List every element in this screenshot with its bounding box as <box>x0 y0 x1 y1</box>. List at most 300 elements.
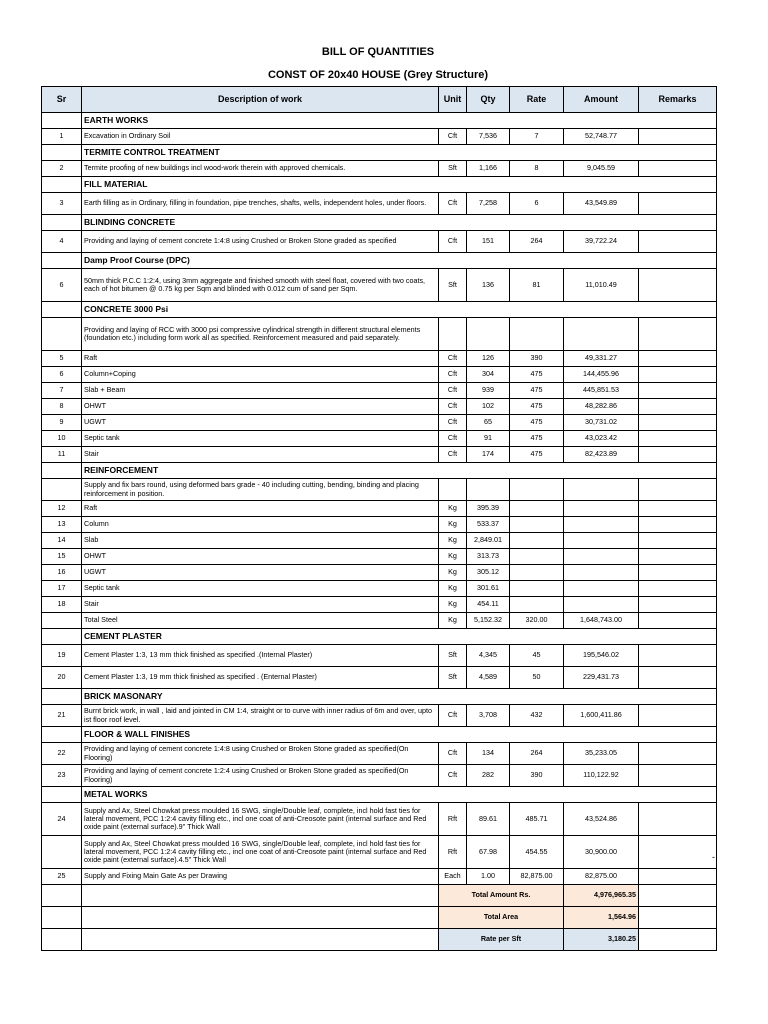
description-note-row <box>42 479 717 501</box>
item-description: Total Steel <box>82 613 439 629</box>
total-amount-label: Total Amount Rs. <box>439 885 564 907</box>
total-area-blank-sr <box>42 907 82 929</box>
remarks-dash-mark: - <box>712 852 715 862</box>
item-unit: Kg <box>439 613 467 629</box>
item-sr: 6 <box>42 269 82 302</box>
item-unit: Rft <box>439 836 467 869</box>
item-sr: 20 <box>42 667 82 689</box>
item-rate <box>510 565 564 581</box>
item-description: Providing and laying of RCC with 3000 psi compressive cylindrical strength in different structural elements (foundation etc.) including form work all as specified. Reinforcement measured and paid separately. <box>82 318 439 351</box>
item-sr: 5 <box>42 351 82 367</box>
item-rate: 320.00 <box>510 613 564 629</box>
item-description: 50mm thick P.C.C 1:2:4, using 3mm aggregate and finished smooth with steel float, covered with two coats, each of hot bitumen @ 0.75 kg per Sqm and blinded with 0.012 cum of sand per Sqm. <box>82 269 439 302</box>
item-description: Cement Plaster 1:3, 19 mm thick finished as specified . (Enternal Plaster) <box>82 667 439 689</box>
item-unit: Cft <box>439 351 467 367</box>
item-remarks <box>639 581 717 597</box>
item-rate <box>510 501 564 517</box>
item-unit: Cft <box>439 447 467 463</box>
item-qty: 102 <box>467 399 510 415</box>
item-amount: 48,282.86 <box>564 399 639 415</box>
item-unit: Cft <box>439 743 467 765</box>
item-row <box>42 351 717 367</box>
total-area-row <box>42 907 717 929</box>
item-qty: 304 <box>467 367 510 383</box>
item-description: Supply and Ax, Steel Chowkat press moulded 16 SWG, single/Double leaf, complete, incl hold fast ties for lateral movement, PCC 1:2:4 cavity filling etc., incl one coat of anti-Creosote paint (internal surface and Red oxide paint (external surface).4.5" Thick Wall <box>82 836 439 869</box>
item-description: Column+Coping <box>82 367 439 383</box>
section-sr-cell <box>42 787 82 803</box>
item-amount <box>564 549 639 565</box>
item-row <box>42 765 717 787</box>
item-qty <box>467 479 510 501</box>
item-remarks <box>639 533 717 549</box>
item-unit <box>439 318 467 351</box>
item-row <box>42 129 717 145</box>
item-unit: Kg <box>439 533 467 549</box>
rate-blank-desc <box>82 929 439 951</box>
item-rate: 485.71 <box>510 803 564 836</box>
item-rate: 264 <box>510 743 564 765</box>
item-amount: 82,875.00 <box>564 869 639 885</box>
item-unit: Kg <box>439 517 467 533</box>
header-amount: Amount <box>564 87 639 113</box>
item-rate: 475 <box>510 415 564 431</box>
item-remarks <box>639 399 717 415</box>
item-description: UGWT <box>82 415 439 431</box>
item-rate: 454.55 <box>510 836 564 869</box>
item-qty: 3,708 <box>467 705 510 727</box>
item-description: Earth filling as in Ordinary, filling in foundation, pipe trenches, shafts, wells, independent holes, under floors. <box>82 193 439 215</box>
item-qty: 91 <box>467 431 510 447</box>
item-row <box>42 549 717 565</box>
item-amount <box>564 565 639 581</box>
section-title: Damp Proof Course (DPC) <box>82 253 717 269</box>
item-description: Providing and laying of cement concrete 1:4:8 using Crushed or Broken Stone graded as specified(On Flooring) <box>82 743 439 765</box>
item-row <box>42 743 717 765</box>
item-sr: 14 <box>42 533 82 549</box>
item-rate: 390 <box>510 351 564 367</box>
total-area-blank-desc <box>82 907 439 929</box>
item-sr: 23 <box>42 765 82 787</box>
item-qty: 126 <box>467 351 510 367</box>
item-rate: 6 <box>510 193 564 215</box>
item-amount <box>564 517 639 533</box>
item-rate <box>510 533 564 549</box>
item-rate: 81 <box>510 269 564 302</box>
item-unit: Cft <box>439 765 467 787</box>
description-note-row <box>42 318 717 351</box>
item-amount <box>564 318 639 351</box>
item-qty <box>467 318 510 351</box>
item-sr <box>42 479 82 501</box>
header-unit: Unit <box>439 87 467 113</box>
item-sr: 15 <box>42 549 82 565</box>
item-remarks <box>639 597 717 613</box>
item-sr <box>42 613 82 629</box>
item-description: Slab <box>82 533 439 549</box>
rate-per-sft-value: 3,180.25 <box>564 929 639 951</box>
item-row <box>42 597 717 613</box>
section-sr-cell <box>42 302 82 318</box>
section-header-row <box>42 253 717 269</box>
item-sr: 7 <box>42 383 82 399</box>
item-amount: 43,524.86 <box>564 803 639 836</box>
item-remarks <box>639 161 717 177</box>
item-amount: 49,331.27 <box>564 351 639 367</box>
section-sr-cell <box>42 253 82 269</box>
item-rate: 432 <box>510 705 564 727</box>
item-qty: 1.00 <box>467 869 510 885</box>
section-sr-cell <box>42 215 82 231</box>
item-unit: Sft <box>439 645 467 667</box>
item-remarks <box>639 667 717 689</box>
item-remarks <box>639 565 717 581</box>
item-qty: 151 <box>467 231 510 253</box>
item-rate <box>510 479 564 501</box>
item-sr: 22 <box>42 743 82 765</box>
item-qty: 305.12 <box>467 565 510 581</box>
item-amount: 43,549.89 <box>564 193 639 215</box>
total-area-value: 1,564.96 <box>564 907 639 929</box>
item-remarks <box>639 431 717 447</box>
item-description: Stair <box>82 447 439 463</box>
item-unit: Cft <box>439 367 467 383</box>
item-sr: 25 <box>42 869 82 885</box>
section-sr-cell <box>42 463 82 479</box>
item-row <box>42 161 717 177</box>
table-body <box>42 113 717 885</box>
item-unit: Cft <box>439 383 467 399</box>
item-remarks <box>639 645 717 667</box>
item-row <box>42 431 717 447</box>
item-row <box>42 667 717 689</box>
item-qty: 395.39 <box>467 501 510 517</box>
item-description: Supply and Ax, Steel Chowkat press moulded 16 SWG, single/Double leaf, complete, incl hold fast ties for lateral movement, PCC 1:2:4 cavity filling etc., incl one coat of anti-Creosote paint (internal surface and Red oxide paint (external surface).9" Thick Wall <box>82 803 439 836</box>
section-title: TERMITE CONTROL TREATMENT <box>82 145 717 161</box>
item-sr: 16 <box>42 565 82 581</box>
item-sr: 4 <box>42 231 82 253</box>
item-rate: 475 <box>510 399 564 415</box>
item-rate: 50 <box>510 667 564 689</box>
section-title: BRICK MASONARY <box>82 689 717 705</box>
section-title: FILL MATERIAL <box>82 177 717 193</box>
item-rate <box>510 318 564 351</box>
item-amount: 30,900.00 <box>564 836 639 869</box>
section-header-row <box>42 689 717 705</box>
item-sr: 1 <box>42 129 82 145</box>
item-sr: 11 <box>42 447 82 463</box>
item-qty: 454.11 <box>467 597 510 613</box>
item-row <box>42 383 717 399</box>
item-amount: 1,648,743.00 <box>564 613 639 629</box>
item-unit: Sft <box>439 667 467 689</box>
item-amount: 52,748.77 <box>564 129 639 145</box>
item-description: Slab + Beam <box>82 383 439 399</box>
header-remarks: Remarks <box>639 87 717 113</box>
item-row <box>42 645 717 667</box>
item-rate: 390 <box>510 765 564 787</box>
item-remarks <box>639 765 717 787</box>
item-remarks <box>639 129 717 145</box>
item-qty: 7,536 <box>467 129 510 145</box>
item-rate <box>510 581 564 597</box>
item-row <box>42 399 717 415</box>
rate-blank-sr <box>42 929 82 951</box>
item-rate: 7 <box>510 129 564 145</box>
item-amount: 445,851.53 <box>564 383 639 399</box>
item-qty: 1,166 <box>467 161 510 177</box>
item-qty: 136 <box>467 269 510 302</box>
section-title: CEMENT PLASTER <box>82 629 717 645</box>
item-rate <box>510 549 564 565</box>
item-description: Providing and laying of cement concrete 1:2:4 using Crushed or Broken Stone graded as specified(On Flooring) <box>82 765 439 787</box>
item-qty: 67.98 <box>467 836 510 869</box>
item-rate: 45 <box>510 645 564 667</box>
item-rate <box>510 597 564 613</box>
section-title: FLOOR & WALL FINISHES <box>82 727 717 743</box>
item-remarks <box>639 613 717 629</box>
item-remarks <box>639 517 717 533</box>
item-unit: Kg <box>439 581 467 597</box>
item-unit: Kg <box>439 565 467 581</box>
header-description: Description of work <box>82 87 439 113</box>
section-header-row <box>42 145 717 161</box>
item-description: Supply and Fixing Main Gate As per Drawing <box>82 869 439 885</box>
item-row <box>42 517 717 533</box>
item-row <box>42 705 717 727</box>
rate-per-sft-label: Rate per Sft <box>439 929 564 951</box>
item-sr: 8 <box>42 399 82 415</box>
item-qty: 5,152.32 <box>467 613 510 629</box>
total-amount-row <box>42 885 717 907</box>
item-row <box>42 193 717 215</box>
item-row <box>42 269 717 302</box>
section-sr-cell <box>42 177 82 193</box>
item-sr: 17 <box>42 581 82 597</box>
item-description: Stair <box>82 597 439 613</box>
item-rate: 8 <box>510 161 564 177</box>
section-title: CONCRETE 3000 Psi <box>82 302 717 318</box>
item-rate: 264 <box>510 231 564 253</box>
item-amount: 43,023.42 <box>564 431 639 447</box>
item-sr: 12 <box>42 501 82 517</box>
item-remarks <box>639 231 717 253</box>
item-remarks <box>639 743 717 765</box>
total-amount-remarks <box>639 885 717 907</box>
item-qty: 174 <box>467 447 510 463</box>
section-header-row <box>42 727 717 743</box>
item-remarks <box>639 318 717 351</box>
item-amount: 144,455.96 <box>564 367 639 383</box>
item-unit: Cft <box>439 231 467 253</box>
item-description: Cement Plaster 1:3, 13 mm thick finished as specified .(Internal Plaster) <box>82 645 439 667</box>
item-row <box>42 565 717 581</box>
section-title: BLINDING CONCRETE <box>82 215 717 231</box>
item-rate <box>510 517 564 533</box>
item-unit: Cft <box>439 705 467 727</box>
item-amount: 110,122.92 <box>564 765 639 787</box>
section-title: EARTH WORKS <box>82 113 717 129</box>
item-qty: 134 <box>467 743 510 765</box>
total-amount-blank-desc <box>82 885 439 907</box>
section-title: METAL WORKS <box>82 787 717 803</box>
item-amount: 30,731.02 <box>564 415 639 431</box>
item-description: Septic tank <box>82 581 439 597</box>
item-description: Raft <box>82 351 439 367</box>
item-rate: 475 <box>510 447 564 463</box>
header-qty: Qty <box>467 87 510 113</box>
item-rate: 475 <box>510 431 564 447</box>
item-sr: 6 <box>42 367 82 383</box>
item-unit: Kg <box>439 597 467 613</box>
item-unit: Cft <box>439 399 467 415</box>
item-sr: 2 <box>42 161 82 177</box>
item-remarks <box>639 836 717 869</box>
table-header-row <box>42 87 717 113</box>
item-unit: Cft <box>439 415 467 431</box>
item-row <box>42 447 717 463</box>
item-qty: 4,345 <box>467 645 510 667</box>
section-header-row <box>42 787 717 803</box>
item-row <box>42 836 717 869</box>
section-header-row <box>42 113 717 129</box>
item-remarks <box>639 367 717 383</box>
item-row <box>42 869 717 885</box>
item-description: Termite proofing of new buildings incl wood-work therein with approved chemicals. <box>82 161 439 177</box>
item-sr: 21 <box>42 705 82 727</box>
total-amount-blank-sr <box>42 885 82 907</box>
item-sr: 9 <box>42 415 82 431</box>
item-sr: 19 <box>42 645 82 667</box>
header-sr: Sr <box>42 87 82 113</box>
item-description: Column <box>82 517 439 533</box>
item-unit: Sft <box>439 269 467 302</box>
total-amount-value: 4,976,965.35 <box>564 885 639 907</box>
item-description: Providing and laying of cement concrete 1:4:8 using Crushed or Broken Stone graded as specified <box>82 231 439 253</box>
item-amount: 11,010.49 <box>564 269 639 302</box>
item-qty: 313.73 <box>467 549 510 565</box>
section-sr-cell <box>42 689 82 705</box>
item-remarks <box>639 705 717 727</box>
item-remarks <box>639 501 717 517</box>
item-amount: 229,431.73 <box>564 667 639 689</box>
item-unit: Cft <box>439 129 467 145</box>
item-amount: 9,045.59 <box>564 161 639 177</box>
section-header-row <box>42 215 717 231</box>
total-area-remarks <box>639 907 717 929</box>
item-sr: 13 <box>42 517 82 533</box>
item-rate: 475 <box>510 367 564 383</box>
section-header-row <box>42 629 717 645</box>
item-amount: 35,233.05 <box>564 743 639 765</box>
item-amount: 82,423.89 <box>564 447 639 463</box>
item-unit: Kg <box>439 549 467 565</box>
item-row <box>42 415 717 431</box>
item-sr: 10 <box>42 431 82 447</box>
rate-remarks <box>639 929 717 951</box>
rate-per-sft-row <box>42 929 717 951</box>
item-rate: 82,875.00 <box>510 869 564 885</box>
item-qty: 7,258 <box>467 193 510 215</box>
item-unit: Sft <box>439 161 467 177</box>
section-sr-cell <box>42 145 82 161</box>
item-qty: 65 <box>467 415 510 431</box>
item-row <box>42 581 717 597</box>
item-sr: 18 <box>42 597 82 613</box>
item-qty: 533.37 <box>467 517 510 533</box>
item-unit: Rft <box>439 803 467 836</box>
item-remarks <box>639 415 717 431</box>
item-amount <box>564 533 639 549</box>
item-description: Burnt brick work, in wall , laid and jointed in CM 1:4, straight or to curve with inner radius of 6m and over, upto ist floor roof level. <box>82 705 439 727</box>
item-qty: 2,849.01 <box>467 533 510 549</box>
item-remarks <box>639 549 717 565</box>
item-unit: Kg <box>439 501 467 517</box>
item-amount: 195,546.02 <box>564 645 639 667</box>
item-remarks <box>639 869 717 885</box>
item-description: Excavation in Ordinary Soil <box>82 129 439 145</box>
section-sr-cell <box>42 629 82 645</box>
boq-table <box>41 86 717 951</box>
item-description: UGWT <box>82 565 439 581</box>
section-sr-cell <box>42 113 82 129</box>
item-remarks <box>639 447 717 463</box>
header-rate: Rate <box>510 87 564 113</box>
item-sr: 3 <box>42 193 82 215</box>
item-qty: 301.61 <box>467 581 510 597</box>
item-description: OHWT <box>82 549 439 565</box>
item-amount <box>564 581 639 597</box>
item-qty: 4,589 <box>467 667 510 689</box>
item-amount: 39,722.24 <box>564 231 639 253</box>
section-header-row <box>42 463 717 479</box>
item-row <box>42 501 717 517</box>
item-sr: 24 <box>42 803 82 836</box>
section-header-row <box>42 177 717 193</box>
item-row <box>42 231 717 253</box>
item-row <box>42 803 717 836</box>
item-unit: Cft <box>439 193 467 215</box>
item-remarks <box>639 479 717 501</box>
item-qty: 282 <box>467 765 510 787</box>
item-unit: Cft <box>439 431 467 447</box>
section-header-row <box>42 302 717 318</box>
item-sr <box>42 318 82 351</box>
total-area-label: Total Area <box>439 907 564 929</box>
document-title: BILL OF QUANTITIES <box>321 46 435 58</box>
item-unit: Each <box>439 869 467 885</box>
item-amount <box>564 597 639 613</box>
item-qty: 939 <box>467 383 510 399</box>
item-remarks <box>639 803 717 836</box>
item-amount <box>564 479 639 501</box>
item-sr <box>42 836 82 869</box>
item-description: Raft <box>82 501 439 517</box>
item-remarks <box>639 193 717 215</box>
item-description: Septic tank <box>82 431 439 447</box>
item-row <box>42 533 717 549</box>
document-subtitle: CONST OF 20x40 HOUSE (Grey Structure) <box>267 69 489 81</box>
item-remarks <box>639 269 717 302</box>
item-remarks <box>639 351 717 367</box>
item-unit <box>439 479 467 501</box>
item-amount: 1,600,411.86 <box>564 705 639 727</box>
item-rate: 475 <box>510 383 564 399</box>
item-remarks <box>639 383 717 399</box>
item-row <box>42 613 717 629</box>
item-row <box>42 367 717 383</box>
section-sr-cell <box>42 727 82 743</box>
item-qty: 89.61 <box>467 803 510 836</box>
